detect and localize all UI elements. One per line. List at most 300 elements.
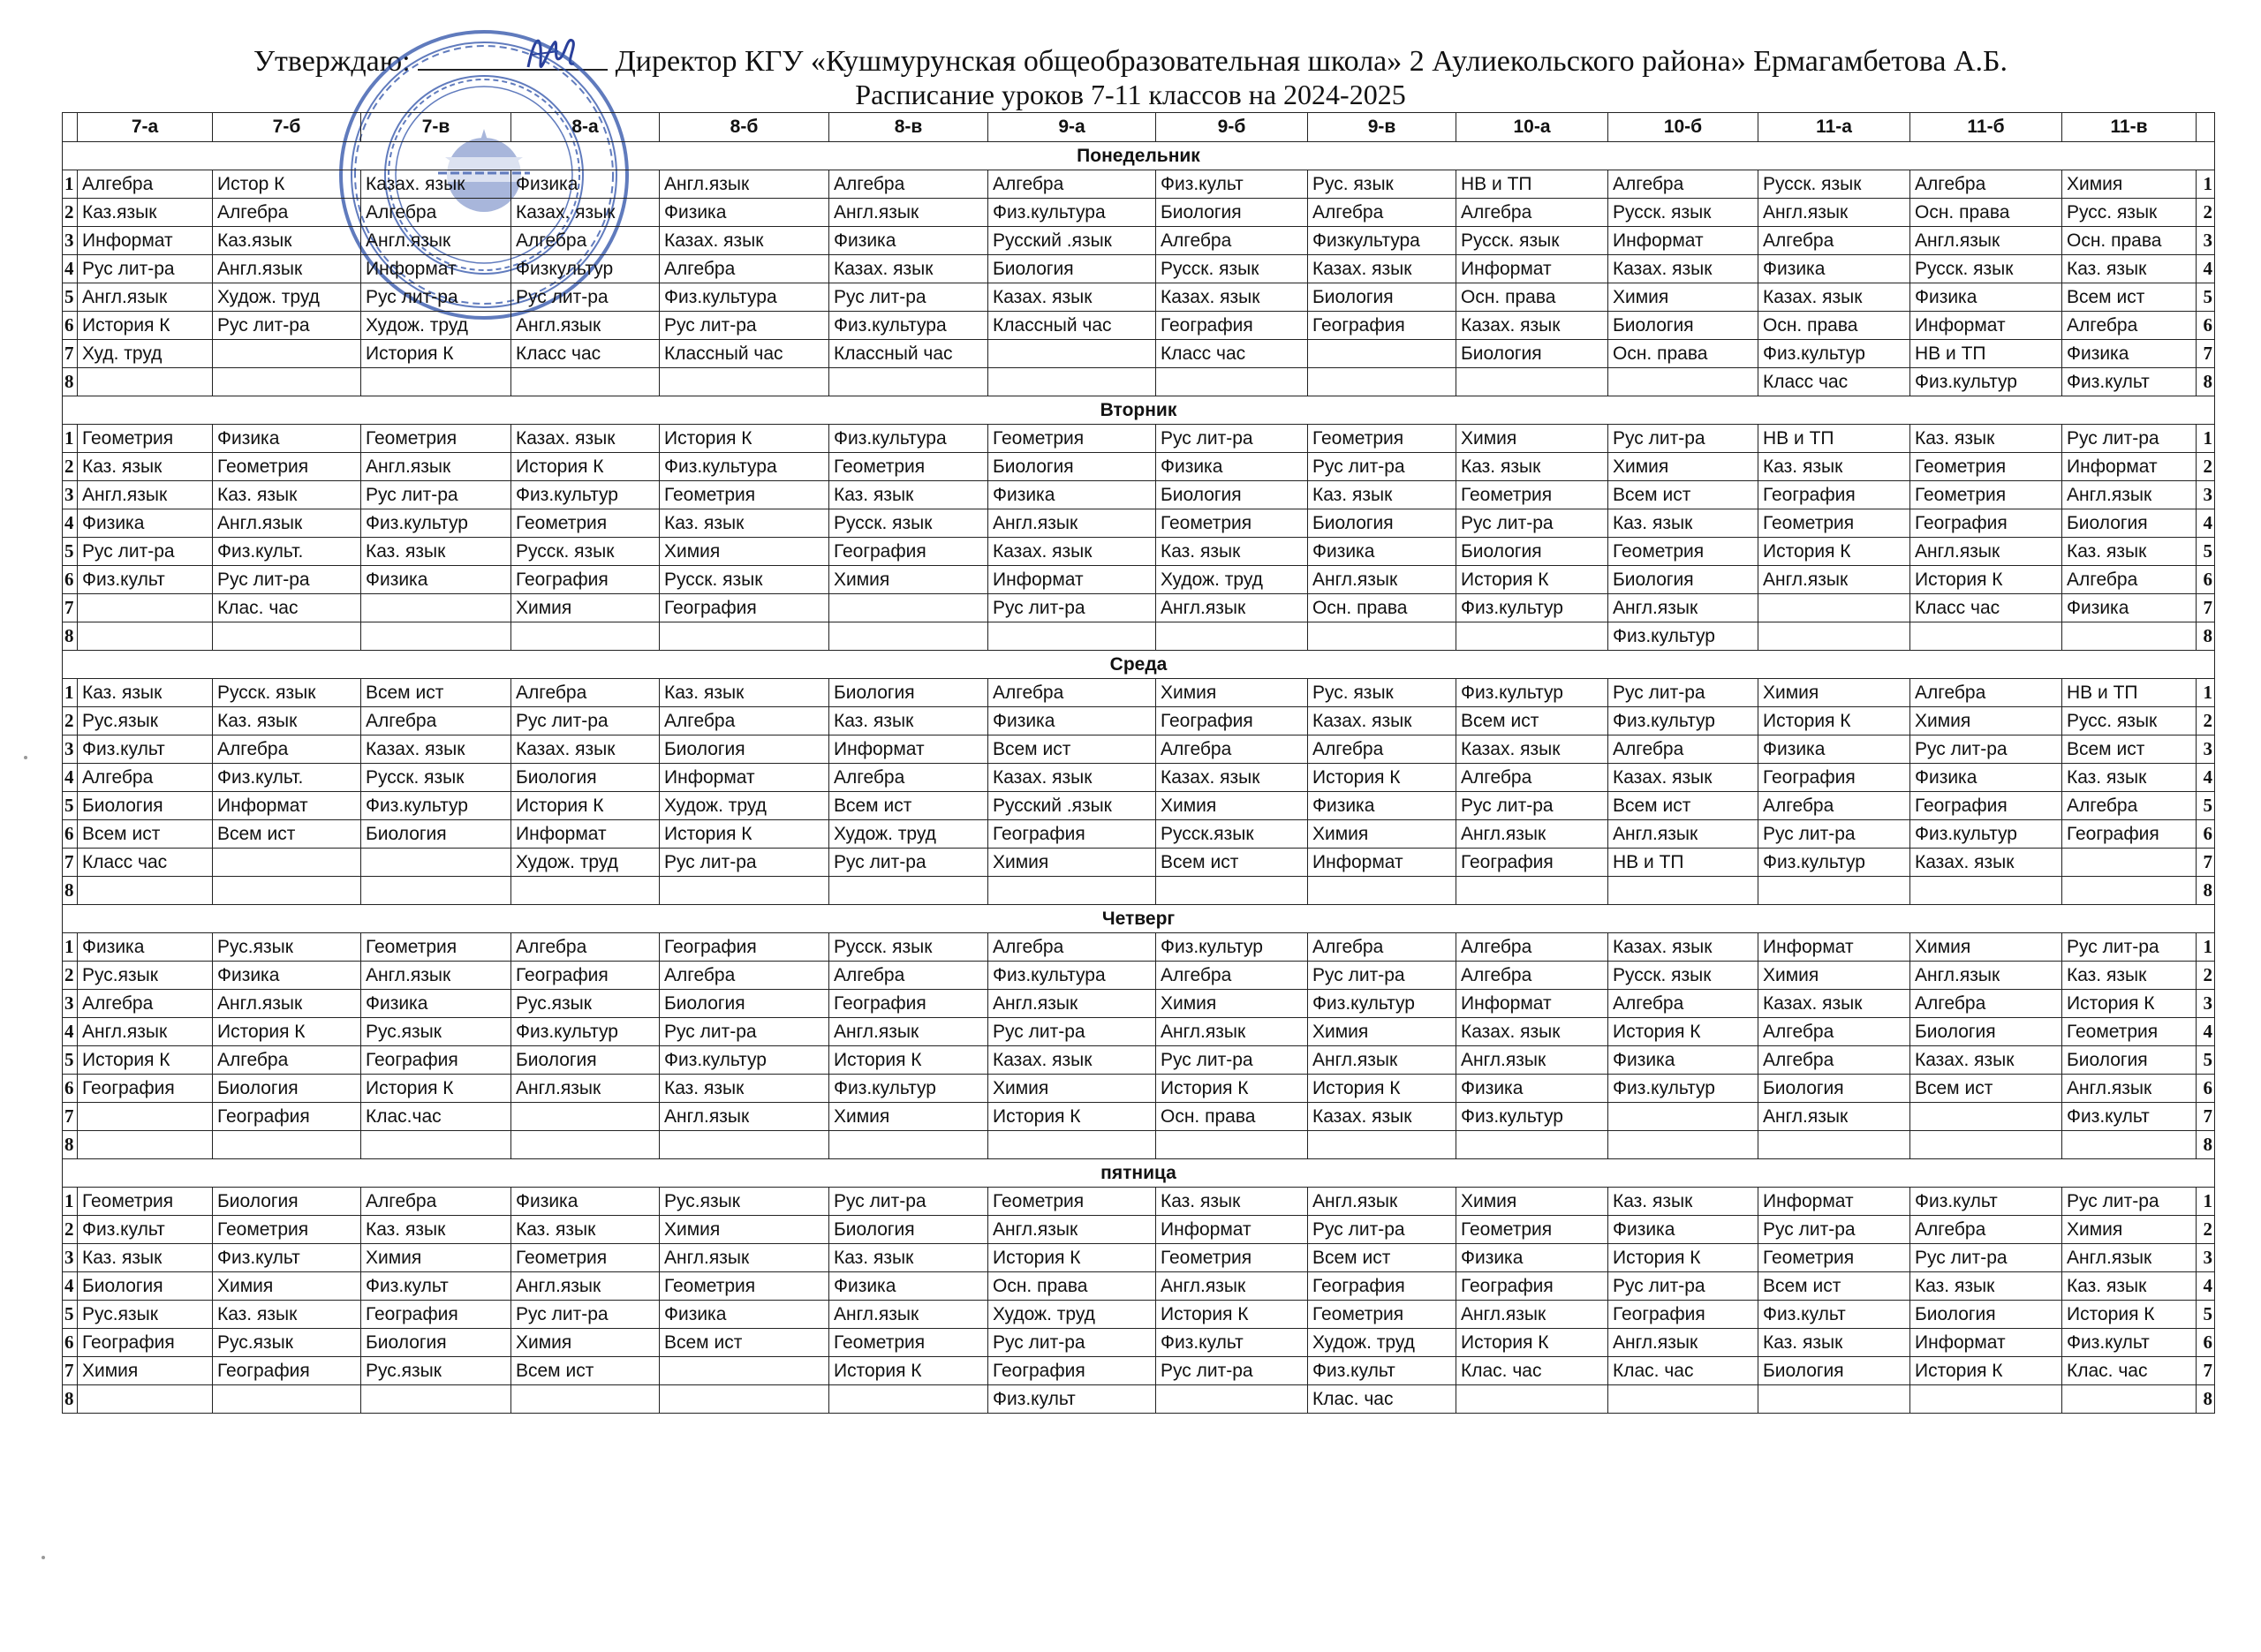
lesson-cell: Всем ист: [213, 820, 361, 849]
approval-header: [0, 42, 2261, 79]
lesson-cell: Геометрия: [1910, 481, 2062, 509]
lesson-cell: Всем ист: [78, 820, 213, 849]
lesson-cell: Алгебра: [78, 990, 213, 1018]
lesson-cell: Физ.культур: [1156, 933, 1308, 962]
lesson-cell: Англ.язык: [660, 170, 829, 199]
lesson-cell: История К: [1608, 1244, 1758, 1272]
class-header: 7-а: [78, 113, 213, 142]
lesson-cell: Осн. права: [1758, 312, 1910, 340]
lesson-cell: Каз. язык: [213, 707, 361, 735]
lesson-cell: Физика: [1456, 1075, 1608, 1103]
lesson-cell: География: [1308, 312, 1456, 340]
lesson-cell: История К: [988, 1103, 1156, 1131]
day-name: Среда: [63, 651, 2215, 679]
lesson-cell: Алгебра: [361, 707, 511, 735]
lesson-cell: Химия: [2062, 170, 2197, 199]
lesson-cell: Физика: [1758, 735, 1910, 764]
lesson-cell: Информат: [361, 255, 511, 283]
lesson-cell: Каз. язык: [1910, 425, 2062, 453]
lesson-cell: [1758, 877, 1910, 905]
lesson-cell: Всем ист: [829, 792, 988, 820]
lesson-cell: Геометрия: [1456, 481, 1608, 509]
lesson-cell: Англ.язык: [213, 509, 361, 538]
lesson-cell: Физ.культур: [1758, 340, 1910, 368]
lesson-cell: [78, 1131, 213, 1159]
lesson-cell: Химия: [1758, 962, 1910, 990]
lesson-cell: Физика: [1456, 1244, 1608, 1272]
lesson-cell: [1456, 877, 1608, 905]
lesson-cell: Алгебра: [1456, 962, 1608, 990]
lesson-cell: [511, 1131, 660, 1159]
lesson-row: [63, 425, 2215, 453]
lesson-cell: Казах. язык: [1910, 1046, 2062, 1075]
lesson-cell: Геометрия: [361, 425, 511, 453]
lesson-cell: Англ.язык: [829, 1301, 988, 1329]
lesson-cell: Химия: [1608, 283, 1758, 312]
lesson-cell: История К: [2062, 990, 2197, 1018]
lesson-row: [63, 735, 2215, 764]
lesson-cell: Казах. язык: [1608, 933, 1758, 962]
lesson-row: [63, 453, 2215, 481]
lesson-row: [63, 1131, 2215, 1159]
lesson-cell: Алгебра: [988, 679, 1156, 707]
lesson-cell: Рус лит-ра: [660, 312, 829, 340]
lesson-number: 2: [2197, 453, 2215, 481]
lesson-cell: Русс. язык: [2062, 707, 2197, 735]
lesson-cell: Физика: [1308, 538, 1456, 566]
lesson-row: [63, 283, 2215, 312]
lesson-cell: Геометрия: [78, 425, 213, 453]
lesson-cell: Физика: [2062, 594, 2197, 622]
lesson-cell: Химия: [1608, 453, 1758, 481]
lesson-number: 8: [63, 877, 78, 905]
lesson-cell: [1758, 1131, 1910, 1159]
lesson-cell: Класс час: [511, 340, 660, 368]
lesson-cell: [1910, 1103, 2062, 1131]
lesson-cell: [1456, 622, 1608, 651]
lesson-number: 2: [2197, 1216, 2215, 1244]
lesson-row: [63, 764, 2215, 792]
lesson-cell: Всем ист: [361, 679, 511, 707]
scan-speck: [42, 1556, 45, 1559]
lesson-cell: Англ.язык: [1456, 820, 1608, 849]
lesson-number: 4: [2197, 1018, 2215, 1046]
lesson-row: [63, 820, 2215, 849]
lesson-cell: Физика: [1910, 283, 2062, 312]
lesson-row: [63, 566, 2215, 594]
lesson-cell: Истор К: [213, 170, 361, 199]
lesson-cell: География: [829, 990, 988, 1018]
class-header: 11-в: [2062, 113, 2197, 142]
lesson-number: 6: [2197, 312, 2215, 340]
lesson-cell: Худож. труд: [361, 312, 511, 340]
page-title: Расписание уроков 7-11 классов на 2024-2025: [855, 79, 1406, 110]
lesson-cell: Казах. язык: [1308, 255, 1456, 283]
lesson-cell: [78, 368, 213, 396]
lesson-cell: Физ.культ: [213, 1244, 361, 1272]
lesson-cell: Физ.культ: [1156, 170, 1308, 199]
lesson-cell: Клас. час: [2062, 1357, 2197, 1385]
lesson-cell: [1156, 368, 1308, 396]
class-header: 11-б: [1910, 113, 2062, 142]
lesson-cell: Физика: [1156, 453, 1308, 481]
lesson-number: 6: [2197, 820, 2215, 849]
day-header-row: [63, 396, 2215, 425]
lesson-cell: Казах. язык: [1308, 1103, 1456, 1131]
lesson-cell: Каз. язык: [78, 679, 213, 707]
lesson-number: 5: [63, 283, 78, 312]
lesson-cell: Казах. язык: [1156, 283, 1308, 312]
lesson-cell: Каз. язык: [1156, 1188, 1308, 1216]
lesson-cell: Биология: [829, 679, 988, 707]
lesson-cell: Биология: [361, 820, 511, 849]
lesson-cell: НВ и ТП: [2062, 679, 2197, 707]
day-name: Четверг: [63, 905, 2215, 933]
lesson-cell: Информат: [1758, 933, 1910, 962]
class-header: 9-а: [988, 113, 1156, 142]
lesson-cell: Англ.язык: [1308, 566, 1456, 594]
lesson-cell: Каз. язык: [660, 509, 829, 538]
lesson-number: 2: [2197, 707, 2215, 735]
lesson-cell: История К: [1456, 1329, 1608, 1357]
lesson-cell: Худ. труд: [78, 340, 213, 368]
lesson-number: 2: [63, 962, 78, 990]
lesson-cell: Информат: [78, 227, 213, 255]
lesson-cell: Англ.язык: [1910, 538, 2062, 566]
lesson-cell: Всем ист: [660, 1329, 829, 1357]
lesson-cell: Алгебра: [78, 764, 213, 792]
lesson-cell: Химия: [988, 1075, 1156, 1103]
lesson-cell: Алгебра: [1910, 1216, 2062, 1244]
lesson-number: 1: [2197, 933, 2215, 962]
lesson-cell: Казах. язык: [829, 255, 988, 283]
lesson-cell: Физ.культур: [1608, 1075, 1758, 1103]
lesson-cell: Казах. язык: [988, 283, 1156, 312]
lesson-number: 5: [2197, 1301, 2215, 1329]
lesson-number: 7: [63, 1103, 78, 1131]
lesson-cell: Биология: [1156, 199, 1308, 227]
lesson-cell: История К: [1156, 1075, 1308, 1103]
lesson-cell: Каз. язык: [1156, 538, 1308, 566]
lesson-cell: География: [829, 538, 988, 566]
lesson-cell: Каз. язык: [2062, 538, 2197, 566]
lesson-number: 8: [2197, 1131, 2215, 1159]
lesson-row: [63, 1301, 2215, 1329]
lesson-cell: Геометрия: [1758, 1244, 1910, 1272]
lesson-cell: История К: [1608, 1018, 1758, 1046]
lesson-cell: Рус лит-ра: [1910, 1244, 2062, 1272]
lesson-cell: Алгебра: [213, 735, 361, 764]
lesson-cell: История К: [1758, 707, 1910, 735]
lesson-row: [63, 1075, 2215, 1103]
lesson-row: [63, 849, 2215, 877]
lesson-cell: Англ.язык: [78, 283, 213, 312]
lesson-cell: Химия: [1156, 990, 1308, 1018]
lesson-number: 7: [2197, 594, 2215, 622]
lesson-cell: Химия: [1910, 707, 2062, 735]
schedule-table: [62, 112, 2215, 1414]
lesson-cell: История К: [829, 1357, 988, 1385]
lesson-cell: Англ.язык: [1758, 1103, 1910, 1131]
lesson-cell: Всем ист: [1608, 481, 1758, 509]
lesson-cell: Худож. труд: [1156, 566, 1308, 594]
lesson-cell: Рус лит-ра: [829, 849, 988, 877]
lesson-cell: Химия: [78, 1357, 213, 1385]
lesson-cell: Казах. язык: [1456, 1018, 1608, 1046]
lesson-cell: Клас. час: [1308, 1385, 1456, 1414]
lesson-cell: Каз. язык: [2062, 962, 2197, 990]
lesson-cell: Худож. труд: [829, 820, 988, 849]
lesson-cell: [1156, 1385, 1308, 1414]
lesson-cell: Физ.культ: [78, 735, 213, 764]
lesson-cell: Физ.культур: [361, 792, 511, 820]
lesson-cell: География: [1758, 764, 1910, 792]
lesson-cell: [1608, 1103, 1758, 1131]
lesson-cell: Казах. язык: [988, 1046, 1156, 1075]
lesson-cell: Информат: [1608, 227, 1758, 255]
lesson-cell: Казах. язык: [1156, 764, 1308, 792]
lesson-cell: Каз. язык: [660, 679, 829, 707]
lesson-number: 8: [63, 622, 78, 651]
lesson-cell: [1608, 877, 1758, 905]
lesson-cell: [2062, 1131, 2197, 1159]
lesson-cell: Англ.язык: [1456, 1046, 1608, 1075]
lesson-cell: Физика: [1758, 255, 1910, 283]
lesson-cell: Худож. труд: [988, 1301, 1156, 1329]
lesson-cell: Всем ист: [1308, 1244, 1456, 1272]
lesson-cell: Всем ист: [1910, 1075, 2062, 1103]
lesson-cell: [213, 849, 361, 877]
lesson-number: 1: [63, 1188, 78, 1216]
lesson-cell: Англ.язык: [1156, 1018, 1308, 1046]
lesson-cell: Алгебра: [660, 707, 829, 735]
lesson-cell: [660, 1357, 829, 1385]
lesson-cell: Геометрия: [1308, 1301, 1456, 1329]
lesson-cell: Русск. язык: [361, 764, 511, 792]
lesson-cell: Физ.культур: [1910, 368, 2062, 396]
lesson-cell: Физ.культ: [78, 1216, 213, 1244]
lesson-cell: Биология: [829, 1216, 988, 1244]
lesson-cell: Англ.язык: [1758, 566, 1910, 594]
lesson-cell: Каз. язык: [361, 538, 511, 566]
lesson-cell: Классный час: [829, 340, 988, 368]
lesson-cell: [1308, 340, 1456, 368]
lesson-cell: Казах. язык: [1758, 283, 1910, 312]
lesson-row: [63, 962, 2215, 990]
lesson-number: 3: [2197, 227, 2215, 255]
lesson-number: 7: [63, 340, 78, 368]
lesson-cell: Клас. час: [213, 594, 361, 622]
lesson-cell: Геометрия: [1758, 509, 1910, 538]
lesson-cell: [1910, 877, 2062, 905]
lesson-cell: География: [1910, 509, 2062, 538]
lesson-cell: Химия: [1456, 1188, 1608, 1216]
lesson-cell: [361, 1131, 511, 1159]
lesson-cell: Осн. права: [1156, 1103, 1308, 1131]
lesson-cell: Алгебра: [1608, 170, 1758, 199]
lesson-cell: Физика: [829, 1272, 988, 1301]
lesson-number: 8: [2197, 622, 2215, 651]
lesson-cell: География: [213, 1103, 361, 1131]
lesson-cell: Алгебра: [988, 933, 1156, 962]
lesson-number: 4: [63, 255, 78, 283]
lesson-cell: Алгебра: [1456, 764, 1608, 792]
lesson-row: [63, 255, 2215, 283]
lesson-cell: Каз. язык: [829, 481, 988, 509]
lesson-cell: История К: [1156, 1301, 1308, 1329]
lesson-cell: Химия: [660, 1216, 829, 1244]
lesson-cell: География: [361, 1046, 511, 1075]
lesson-cell: Осн. права: [1608, 340, 1758, 368]
lesson-number: 6: [63, 1329, 78, 1357]
lesson-cell: Рус. язык: [1308, 679, 1456, 707]
lesson-cell: География: [660, 594, 829, 622]
lesson-cell: Алгебра: [1758, 792, 1910, 820]
lesson-cell: Каз. язык: [2062, 1272, 2197, 1301]
lesson-cell: [361, 368, 511, 396]
lesson-cell: Англ.язык: [511, 312, 660, 340]
lesson-cell: Всем ист: [1456, 707, 1608, 735]
lesson-number: 2: [63, 453, 78, 481]
lesson-cell: География: [213, 1357, 361, 1385]
lesson-number: 8: [63, 1385, 78, 1414]
lesson-cell: Физика: [660, 199, 829, 227]
lesson-cell: Физкультура: [1308, 227, 1456, 255]
lesson-cell: Физ.культур: [1308, 990, 1456, 1018]
lesson-cell: НВ и ТП: [1910, 340, 2062, 368]
lesson-number: 1: [63, 425, 78, 453]
lesson-cell: Физ.культура: [988, 199, 1156, 227]
lesson-cell: Клас. час: [1456, 1357, 1608, 1385]
lesson-cell: Геометрия: [213, 1216, 361, 1244]
lesson-cell: [511, 622, 660, 651]
lesson-row: [63, 877, 2215, 905]
lesson-cell: Классный час: [988, 312, 1156, 340]
lesson-cell: [829, 1385, 988, 1414]
lesson-cell: Алгебра: [1308, 199, 1456, 227]
class-header: 7-в: [361, 113, 511, 142]
lesson-number: 7: [63, 1357, 78, 1385]
lesson-cell: [78, 877, 213, 905]
lesson-cell: Русс. язык: [2062, 199, 2197, 227]
lesson-cell: Физ.культура: [829, 312, 988, 340]
lesson-cell: Геометрия: [988, 425, 1156, 453]
lesson-cell: Физ.культура: [829, 425, 988, 453]
lesson-cell: НВ и ТП: [1608, 849, 1758, 877]
lesson-cell: Англ.язык: [1608, 1329, 1758, 1357]
lesson-cell: Рус лит-ра: [988, 594, 1156, 622]
lesson-cell: Клас. час: [1608, 1357, 1758, 1385]
lesson-cell: [829, 622, 988, 651]
lesson-number: 3: [63, 990, 78, 1018]
lesson-cell: История К: [213, 1018, 361, 1046]
lesson-cell: Русск. язык: [1910, 255, 2062, 283]
lesson-cell: Информат: [511, 820, 660, 849]
lesson-cell: История К: [78, 1046, 213, 1075]
lesson-cell: Физика: [361, 990, 511, 1018]
lesson-cell: Биология: [1156, 481, 1308, 509]
lesson-cell: [2062, 1385, 2197, 1414]
lesson-cell: Рус лит-ра: [511, 283, 660, 312]
lesson-cell: Физ.культур: [1608, 622, 1758, 651]
lesson-cell: Русский .язык: [988, 227, 1156, 255]
lesson-cell: Геометрия: [1308, 425, 1456, 453]
lesson-cell: Казах. язык: [1308, 707, 1456, 735]
lesson-number: 7: [63, 849, 78, 877]
lesson-cell: Биология: [1758, 1075, 1910, 1103]
lesson-cell: Биология: [1910, 1301, 2062, 1329]
lesson-number: 4: [2197, 764, 2215, 792]
lesson-cell: [361, 1385, 511, 1414]
lesson-cell: Физ.культур: [361, 509, 511, 538]
lesson-cell: История К: [829, 1046, 988, 1075]
lesson-number: 4: [2197, 1272, 2215, 1301]
lesson-cell: Биология: [361, 1329, 511, 1357]
lesson-cell: География: [78, 1075, 213, 1103]
approve-label: Утверждаю:: [253, 45, 411, 78]
lesson-cell: Рус лит-ра: [829, 1188, 988, 1216]
lesson-cell: [988, 1131, 1156, 1159]
lesson-cell: Алгебра: [1608, 735, 1758, 764]
lesson-number: 6: [2197, 1329, 2215, 1357]
lesson-cell: Рус лит-ра: [2062, 1188, 2197, 1216]
lesson-cell: Физ.культ: [1156, 1329, 1308, 1357]
lesson-row: [63, 1385, 2215, 1414]
lesson-number: 3: [2197, 735, 2215, 764]
lesson-number: 5: [63, 792, 78, 820]
class-header: 8-а: [511, 113, 660, 142]
lesson-cell: Информат: [2062, 453, 2197, 481]
lesson-cell: География: [988, 820, 1156, 849]
lesson-cell: [361, 622, 511, 651]
lesson-cell: Казах. язык: [361, 735, 511, 764]
lesson-cell: Информат: [1910, 312, 2062, 340]
lesson-cell: География: [361, 1301, 511, 1329]
lesson-cell: Рус.язык: [361, 1018, 511, 1046]
lesson-cell: Каз. язык: [361, 1216, 511, 1244]
lesson-cell: Осн. права: [988, 1272, 1156, 1301]
lesson-number: 6: [63, 566, 78, 594]
lesson-row: [63, 990, 2215, 1018]
lesson-cell: Алгебра: [1456, 933, 1608, 962]
lesson-number: 8: [2197, 877, 2215, 905]
lesson-number: 4: [63, 1018, 78, 1046]
lesson-number: 8: [63, 1131, 78, 1159]
lesson-cell: География: [1156, 312, 1308, 340]
day-name: пятница: [63, 1159, 2215, 1188]
lesson-cell: Англ.язык: [1156, 594, 1308, 622]
lesson-cell: Рус лит-ра: [988, 1329, 1156, 1357]
lesson-cell: Казах. язык: [511, 425, 660, 453]
lesson-cell: История К: [660, 820, 829, 849]
lesson-cell: [1156, 622, 1308, 651]
lesson-cell: Осн. права: [1308, 594, 1456, 622]
lesson-cell: [660, 1131, 829, 1159]
lesson-cell: География: [1156, 707, 1308, 735]
lesson-cell: [213, 340, 361, 368]
lesson-cell: [78, 1103, 213, 1131]
lesson-cell: Биология: [213, 1075, 361, 1103]
lesson-cell: Англ.язык: [2062, 481, 2197, 509]
class-header: 8-в: [829, 113, 988, 142]
lesson-cell: Биология: [213, 1188, 361, 1216]
lesson-cell: Рус лит-ра: [1608, 679, 1758, 707]
lesson-cell: Химия: [2062, 1216, 2197, 1244]
lesson-row: [63, 1046, 2215, 1075]
lesson-cell: Физ.культур: [511, 481, 660, 509]
lesson-cell: [829, 368, 988, 396]
lesson-cell: Англ.язык: [988, 990, 1156, 1018]
